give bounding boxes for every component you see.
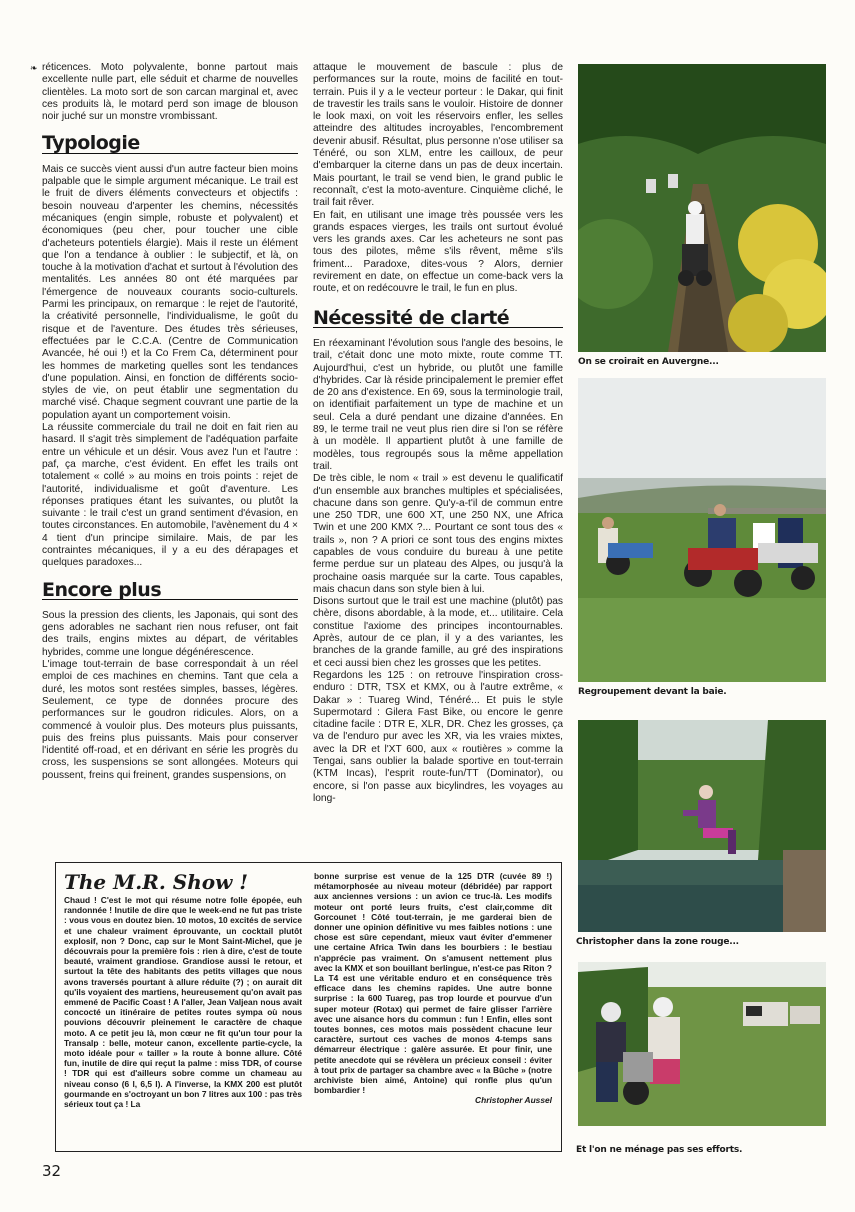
paragraph: Disons surtout que le trail est une machine (plutôt) pas chère, disons abordable, à la mode, et... utilitaire. Cela constitue l'axiome des principes incontournables. Après, autour de ce plan, il y a des variantes, les branches de la grande famille, au gré des inspirations et ceci aussi bien chez les grosses que les petites. <box>313 596 563 669</box>
caption-photo-2: Regroupement devant la baie. <box>578 687 727 697</box>
paragraph: En fait, en utilisant une image très poussée vers les grands espaces vierges, les trails ont surtout évolué vers les grands axes. Car les acheteurs ne sont pas tous des pilotes, même s'ils rêvent, même s'ils friment... Paradoxe, dites-vous ? Alors, dernier revirement en date, on effectue un come-back vers la route, et on redécouvre le trail, le fun en plus. <box>313 209 563 295</box>
paragraph: Sous la pression des clients, les Japonais, qui sont des gens adorables ne sachant rien nous refuser, ont fait des trails, engins mixtes au départ, de véritables hybrides, comme une longue dégénérescence. <box>42 609 298 658</box>
heading-necessite-de-clarte: Nécessité de clarté <box>313 312 563 328</box>
paragraph: Regardons les 125 : on retrouve l'inspiration cross-enduro : DTR, TSX et KMX, ou à l'autre extrême, « Dakar » : Tuareg Wind, Ténéré... Et puis le style Supermotard : Gilera Fast Bike, ou encore le genre citadine facile : DTR E, XLR, DR. Chez les grosses, ça va de l'enduro pur avec les XR, via les vraies mixtes, avec la DR et l'XT 600, aux « routières » comme la Tengai, sans oublier la balade sportive en tout-terrain (KTM Incas), l'esprit route-fun/TT (Dominator), ou encore, si l'on passe aux bicylindres, les voyages au long- <box>313 669 563 804</box>
paragraph: attaque le mouvement de bascule : plus de performances sur la route, moins de facilité en tout-terrain. Puis il y a le vecteur porteur : le Dakar, qui finit de travestir les trails sans le vouloir. Histoire de donner le look maxi, on voit les réservoirs enfler, les selles atteindre des altitudes incroyables, l'encombrement devenir abusif. Résultat, plus personne n'ose utiliser sa Ténéré, ou son XLM, entre les cailloux, de peur d'embarquer la citerne dans un pas de deux incertain. Mais pourtant, le trail se vend bien, le grand public le reconnaît, c'est la moto-aventure. Cinquième cliché, le trail fait rêver. <box>313 62 563 209</box>
paragraph: La réussite commerciale du trail ne doit en fait rien au hasard. Il s'agit très simplement de l'adéquation parfaite entre un véhicule et un désir. Vous avez l'un et l'autre : paf, ça marche, c'est évident. En effet les trails ont totalement « collé » au moins en trois points : rejet de l'autorité, individualisme et goût d'aventure. Les réponses pratiques étant les suivantes, ou plutôt la suivante : le trail c'est un grand sentiment d'évasion, en toutes circonstances. En automobile, l'avènement du 4 × 4 tient d'un principe similaire. Mais, de par les contraintes mécaniques, il y a eu des dérapages et quelques paradoxes... <box>42 422 298 569</box>
photo-stream-jump <box>578 720 826 932</box>
caption-photo-1: On se croirait en Auvergne... <box>578 357 719 367</box>
page-number: 32 <box>42 1162 62 1180</box>
article-column-2 <box>313 62 563 805</box>
paragraph: Mais ce succès vient aussi d'un autre facteur bien moins palpable que le simple argument mécanique. Le trail est le fruit de divers éléments convecteurs et objectifs : besoin nouveau d'arpenter les chemins, nécessités mécaniques (engin simple, robuste et polyvalent) et économiques (peu cher, pour toucher une cible d'acheteurs potentiels élargie). Mais il reste un élément que l'on a tendance à oublier : le subjectif, et là, on touche à la motivation d'achat et surtout à l'évolution des mentalités. Les années 80 ont été marquées par l'émergence de nouveaux courants socio-culturels. Parmi les principaux, on remarque : le rejet de l'autorité, la créativité personnelle, l'individualisme, le goût du risque et de l'aventure. Des études très sérieuses, effectuées par le C.C.A. (Centre de Communication Avancée, hé oui !) et la Co Frem Ca, déterminent pour les hommes de marketing quelles sont les tendances d'une population. Ainsi, en fonction de différents socio-styles de vie, on peut établir une segmentation du marché visé. Chaque segment couvrant une partie de la population ayant un comportement voisin. <box>42 163 298 421</box>
article-column-1 <box>30 62 298 782</box>
photo-group-bay <box>578 378 826 682</box>
box-text-left: Chaud ! C'est le mot qui résume notre folle épopée, euh randonnée ! Inutile de dire que le week-end ne fut pas triste : vous vous en doutez bien. 10 motos, 10 excités de service et une chaleur vraiment éprouvante, un cocktail plutôt explosif, non ? Donc, cap sur le Mont Saint-Michel, que je découvrais pour la première fois : rien à dire, c'est de toute beauté, vraiment grandiose. Grandiose aussi le retour, et surtout la tête des habitants des petits villages que nous avons traversés pourtant à allure réduite (?) ; on aurait dit qu'ils voyaient des martiens, heureusement qu'on avait pas emmené de Pacific Coast ! A l'aller, Jean Valjean nous avait concocté un itinéraire de petites routes sympa où nous pouvions découvrir pleinement le caractère de chaque moto. A ce petit jeu là, mon cœur ne fit qu'un tour pour la Transalp : belle, moteur canon, excellente partie-cycle, la moto idéale pour « tailler » la route à bonne allure. Côté fun, inutile de dire qui reçut la palme : miss TDR, of course ! TDR qui est d'ailleurs sobre comme un chameau au niveau conso (6 l, 6,5 l). A l'inverse, la KMX 200 est plutôt gourmande en s'octroyant un bon 7 litres aux 100 : pas très sérieux tout ça ! La <box>64 895 302 1110</box>
sidebar-box-mr-show <box>55 862 562 1152</box>
box-title: The M.R. Show ! <box>64 870 249 894</box>
heading-encore-plus: Encore plus <box>42 584 298 600</box>
box-signature: Christopher Aussel <box>475 1095 552 1106</box>
photo-forest-trail <box>578 64 826 352</box>
box-text-right: bonne surprise est venue de la 125 DTR (cuvée 89 !) métamorphosée au niveau moteur (débridée) par rapport aux anciennes versions : un avion ce truc-là. Les modifs moteur ont porté leurs fruits, c'est clair,comme dit Gorcounet ! Côté tout-terrain, je me garderai bien de donner une opinion définitive vu mes faibles notions : une chose est sûre cependant, mieux vaut éviter d'emmener une certaine Africa Twin dans les bourbiers : le bestiau n'apprécie pas vraiment. On s'amusent nettement plus avec la KMX et son bouillant berlingue, n'est-ce pas Riton ? La T4 est une véritable enduro et en conséquence très efficace dans les chemins rapides. Une autre bonne surprise : la 600 Tuareg, pas trop lourde et pourvue d'un super moteur (Rotax) qui permet de faire glisser l'arrière avec une aisance hors du commun : fun ! Enfin, elles sont toutes bonnes, ces motos mais possèdent chacune leur caractère, surtout ces vaches de monos 4-temps sans démarreur électrique : galère assurée. Et pour finir, une petite anecdote qui se révèlera un précieux conseil : éviter à tout prix de partager sa chambre avec « la Bûche » (notre archiviste bien aimé, Antoine) qui ronfle plus qu'un bombardier ! <box>314 871 552 1096</box>
paragraph: réticences. Moto polyvalente, bonne partout mais excellente nulle part, elle séduit et charme de nouvelles clientèles. La moto sort de son carcan marginal et, avec ces produits là, le motard perd son image de blouson noir juché sur un monstre vrombissant. <box>42 62 298 123</box>
bullet-icon: ❧ <box>30 63 38 73</box>
paragraph: En réexaminant l'évolution sous l'angle des besoins, le trail, c'était donc une moto mixte, route comme TT. Aujourd'hui, c'est un hybride, ou plutôt une famille d'hybrides. Car là réside principalement le premier effet de 20 ans d'existence. En 69, sous la terminologie trail, on identifiait parfaitement un type de machine et un seul. Cela a duré pendant une dizaine d'années. En 89, le terme trail ne veut plus rien dire si l'on se réfère à un modèle. Il appartient plutôt à une famille de modèles, tous regroupés sous la même appellation trail. <box>313 337 563 472</box>
caption-photo-3: Christopher dans la zone rouge... <box>576 937 739 947</box>
paragraph: L'image tout-terrain de base correspondait à un réel emploi de ces machines en chemins. Tant que cela a duré, les motos sont restées simples, basses, légères. Seulement, ce type de données procure des performances sur le goudron ridicules. Alors, on a commencé à vouloir plus. Des moteurs plus puissants, puis des freins plus puissants. Mais pour conserver l'identité off-road, et en dérivant en série les progrès du cross, les suspensions se sont allongées. Moteurs qui poussent, freins qui freinent, grandes suspensions, on <box>42 659 298 781</box>
heading-typologie: Typologie <box>42 137 298 153</box>
caption-photo-4: Et l'on ne ménage pas ses efforts. <box>576 1145 743 1155</box>
photo-pushing-bike <box>578 962 826 1126</box>
paragraph: De très cible, le nom « trail » est devenu le qualificatif d'un ensemble aux branches multiples et spécialisées, chacune dans son genre. Qu'y-a-t'il de commun entre une 250 TDR, une 600 XT, une 250 NX, une Africa Twin et une 200 KMX ?... Pourtant ce sont tous des « trails », non ? A priori ce sont tous des engins mixtes capables de vous conduire du bureau à une petite ferme perdue sur un plateau des Alpes, ou jusqu'à la prochaine oasis marquée sur la carte. Tous capables, mais chacun dans son style bien à lui. <box>313 473 563 595</box>
